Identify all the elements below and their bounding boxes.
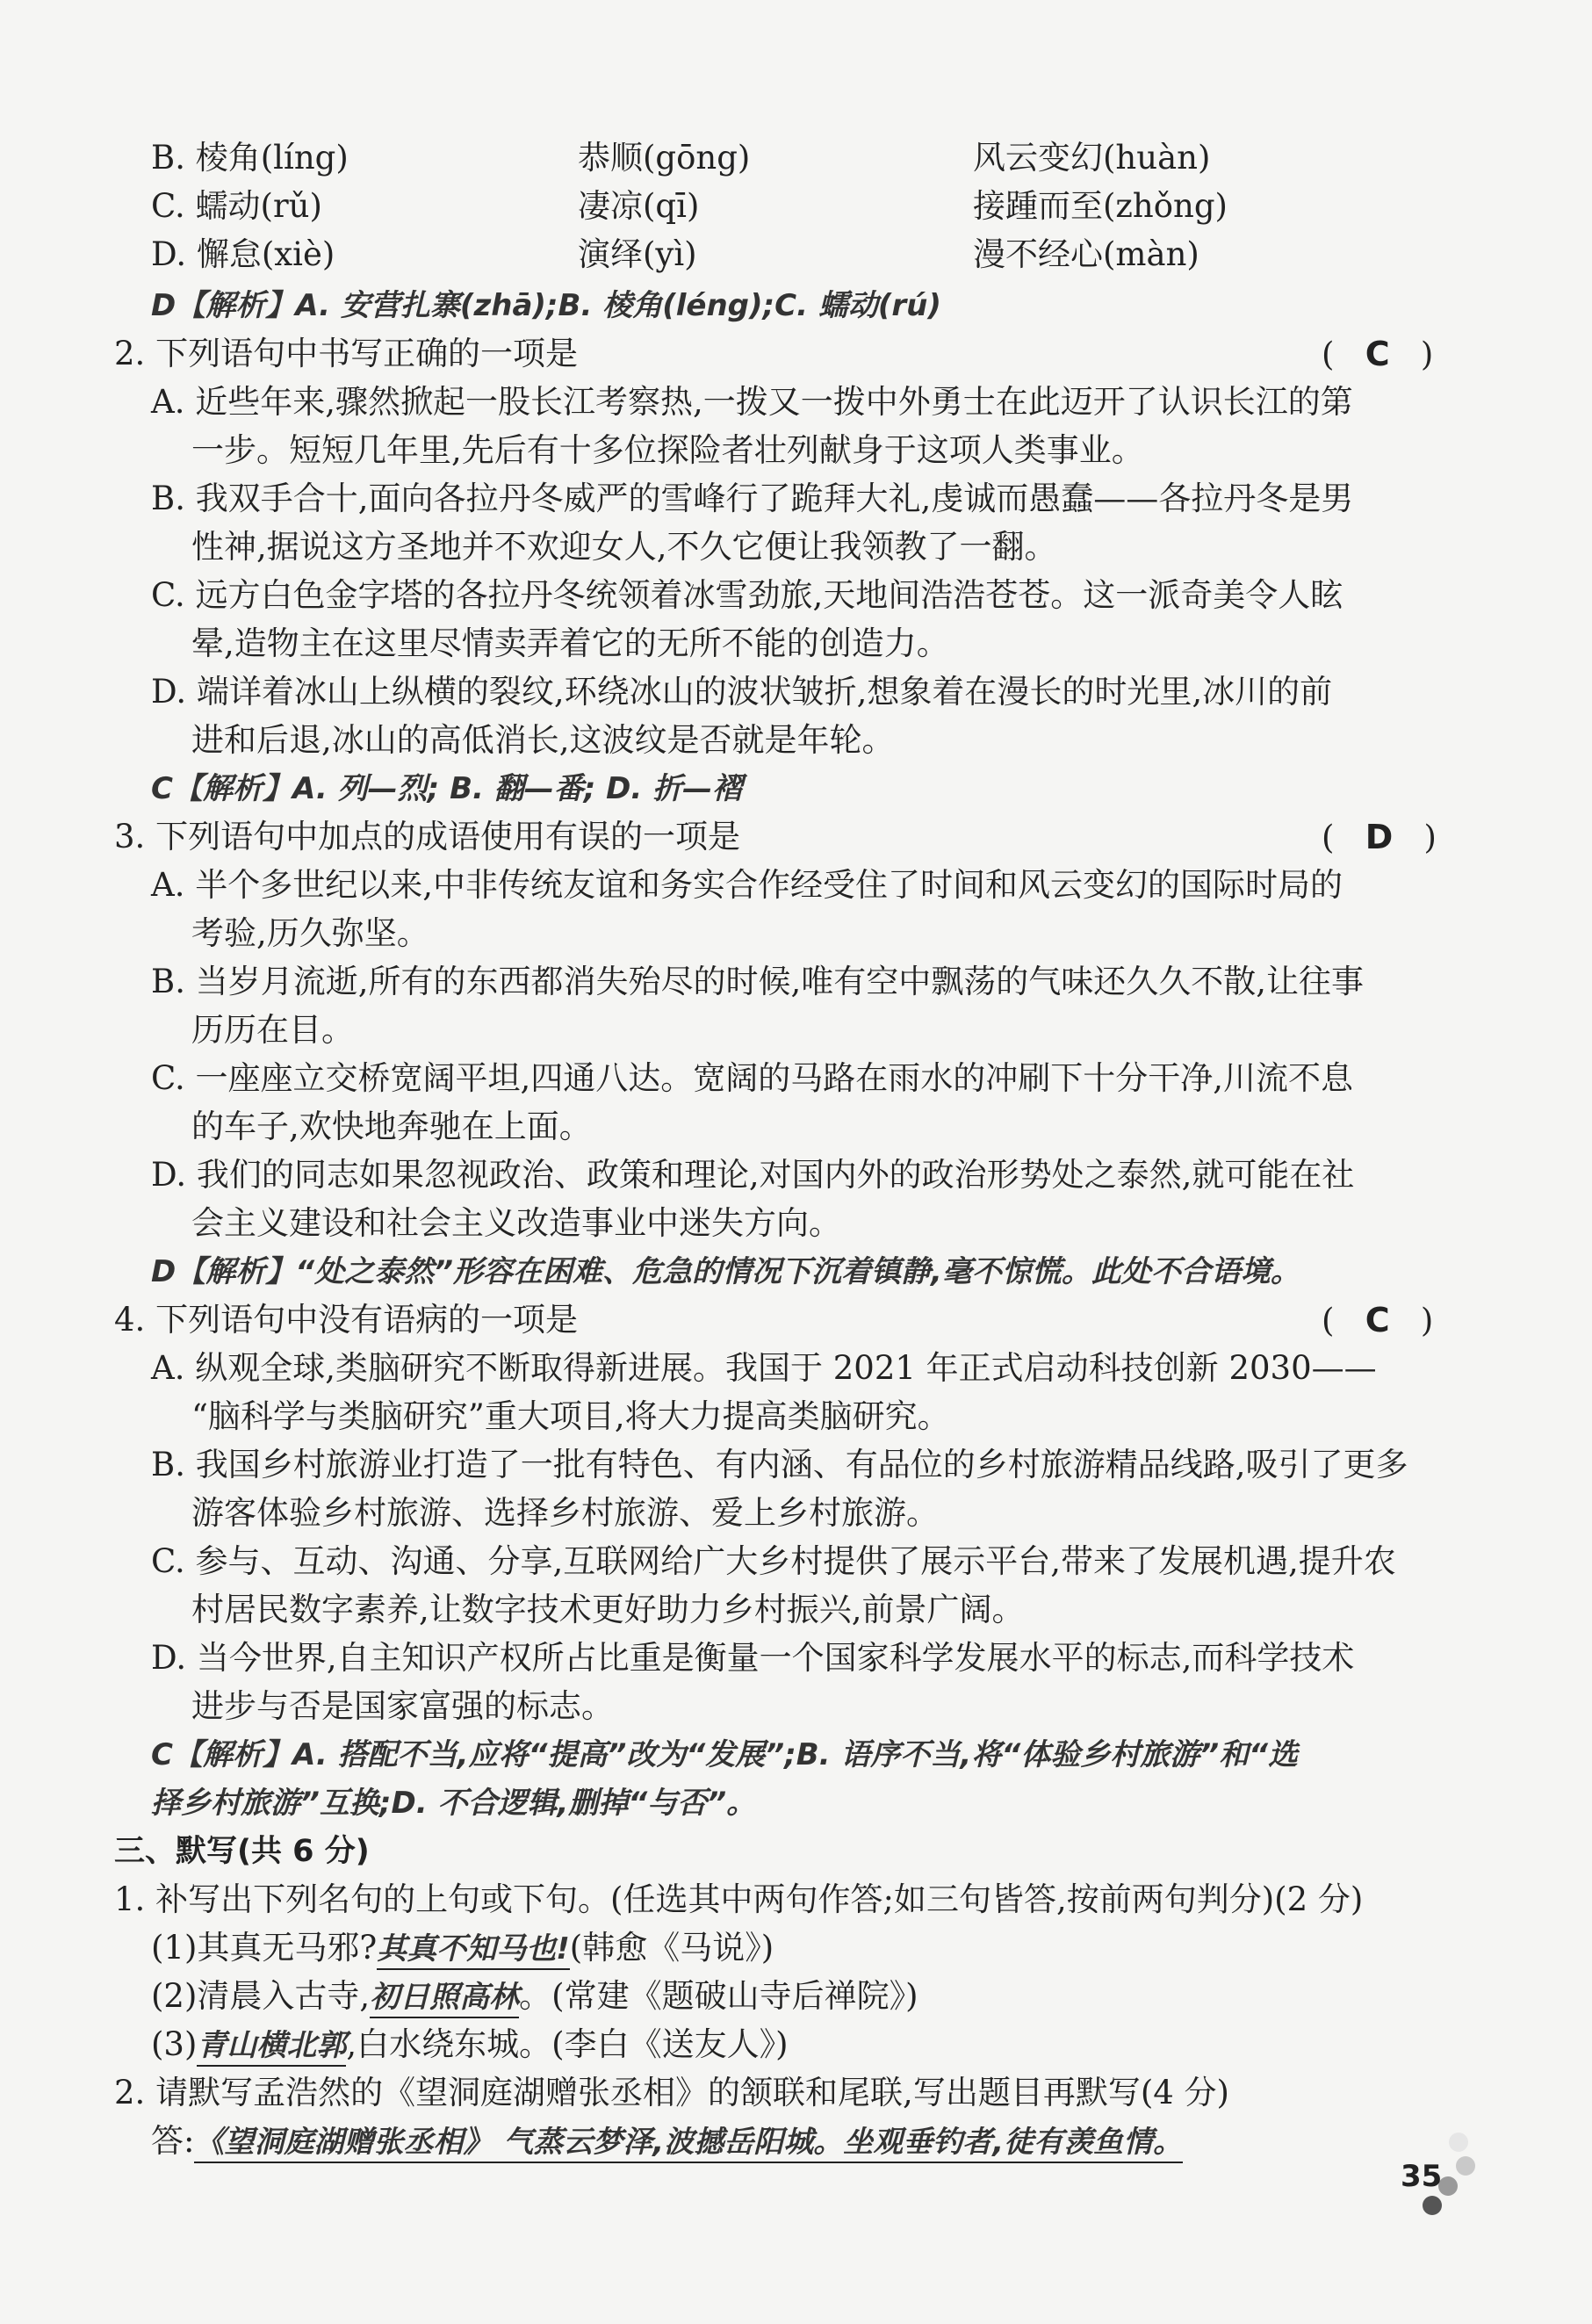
q4-analysis-line2: 择乡村旅游”互换;D. 不合逻辑,删掉“与否”。 xyxy=(151,1786,757,1821)
section3-item-2-post: 。(常建《题破山寺后禅院》) xyxy=(519,1977,918,2015)
q3-option-c-line2: 的车子,欢快地奔驰在上面。 xyxy=(191,1108,592,1145)
q1-option-c-a: C. 蠕动(rǔ) xyxy=(151,187,322,225)
q4-option-b-line1: B. 我国乡村旅游业打造了一批有特色、有内涵、有品位的乡村旅游精品线路,吸引了更多 xyxy=(151,1446,1408,1483)
q4-option-b-line2: 游客体验乡村旅游、选择乡村旅游、爱上乡村旅游。 xyxy=(191,1494,939,1532)
q4-option-a-line2: “脑科学与类脑研究”重大项目,将大力提高类脑研究。 xyxy=(191,1397,950,1435)
section3-item-3-pre: (3) xyxy=(151,2025,198,2063)
section3-title: 三、默写(共 6 分) xyxy=(114,1834,370,1869)
q2-option-a-line1: A. 近些年来,骤然掀起一股长江考察热,一拨又一拨中外勇士在此迈开了认识长江的第 xyxy=(151,383,1353,421)
q4-stem: 4. 下列语句中没有语病的一项是 xyxy=(114,1301,579,1339)
q4-option-c-line2: 村居民数字素养,让数字技术更好助力乡村振兴,前景广阔。 xyxy=(191,1591,1025,1628)
q3-option-b-line1: B. 当岁月流逝,所有的东西都消失殆尽的时候,唯有空中飘荡的气味还久久不散,让往事 xyxy=(151,963,1364,1000)
decor-hexagon-icon xyxy=(1449,2133,1468,2152)
section3-item-2-pre: (2)清晨入古寺, xyxy=(151,1977,371,2015)
section3-q2-prefix: 答: xyxy=(151,2122,195,2160)
section3-item-3-post: ,白水绕东城。(李白《送友人》) xyxy=(346,2025,789,2063)
q4-answer-paren: ( C ) xyxy=(1322,1301,1434,1339)
q3-answer-paren: ( D ) xyxy=(1322,818,1437,856)
q2-option-c-line1: C. 远方白色金字塔的各拉丹冬统领着冰雪劲旅,天地间浩浩苍苍。这一派奇美令人眩 xyxy=(151,576,1343,614)
q1-option-b-a: B. 棱角(líng) xyxy=(151,139,349,177)
q3-option-d-line2: 会主义建设和社会主义改造事业中迷失方向。 xyxy=(191,1204,841,1242)
page-number: 35 xyxy=(1401,2159,1443,2194)
section3-q1-stem: 1. 补写出下列名句的上句或下句。(任选其中两句作答;如三句皆答,按前两句判分)(2 分) xyxy=(114,1880,1364,1918)
q2-option-d-line1: D. 端详着冰山上纵横的裂纹,环绕冰山的波状皱折,想象着在漫长的时光里,冰川的前 xyxy=(151,673,1333,711)
q1-option-c-b: 凄凉(qī) xyxy=(578,187,700,225)
q3-option-a-line1: A. 半个多世纪以来,中非传统友谊和务实合作经受住了时间和风云变幻的国际时局的 xyxy=(151,866,1343,904)
section3-item-1 xyxy=(151,1926,774,1971)
section3-item-3 xyxy=(151,2023,789,2068)
section3-item-1-post: (韩愈《马说》) xyxy=(569,1929,774,1967)
q4-option-d-line1: D. 当今世界,自主知识产权所占比重是衡量一个国家科学发展水平的标志,而科学技术 xyxy=(151,1639,1355,1677)
decor-hexagon-icon xyxy=(1456,2156,1475,2176)
q3-option-c-line1: C. 一座座立交桥宽阔平坦,四通八达。宽阔的马路在雨水的冲刷下十分干净,川流不息 xyxy=(151,1059,1354,1097)
q3-stem: 3. 下列语句中加点的成语使用有误的一项是 xyxy=(114,818,741,855)
q2-option-b-line2: 性神,据说这方圣地并不欢迎女人,不久它便让我领教了一翻。 xyxy=(191,528,1057,566)
q4-answer: C xyxy=(1365,1301,1390,1339)
q1-option-d-a: D. 懈怠(xiè) xyxy=(151,235,335,273)
q4-analysis-line1: C【解析】A. 搭配不当,应将“提高”改为“发展”;B. 语序不当,将“体验乡村旅游”和“选 xyxy=(151,1737,1299,1772)
q1-option-b-b: 恭顺(gōng) xyxy=(578,139,751,177)
q3-analysis: D【解析】“处之泰然”形容在困难、危急的情况下沉着镇静,毫不惊慌。此处不合语境。 xyxy=(151,1254,1300,1289)
q3-option-d-line1: D. 我们的同志如果忽视政治、政策和理论,对国内外的政治形势处之泰然,就可能在社 xyxy=(151,1156,1355,1194)
q4-option-d-line2: 进步与否是国家富强的标志。 xyxy=(191,1687,614,1725)
q2-option-b-line1: B. 我双手合十,面向各拉丹冬威严的雪峰行了跪拜大礼,虔诚而愚蠢——各拉丹冬是男 xyxy=(151,480,1354,517)
section3-q2-stem: 2. 请默写孟浩然的《望洞庭湖赠张丞相》的颔联和尾联,写出题目再默写(4 分) xyxy=(114,2074,1229,2111)
q4-option-a-line1: A. 纵观全球,类脑研究不断取得新进展。我国于 2021 年正式启动科技创新 2030—— xyxy=(151,1349,1377,1387)
section3-item-1-answer: 其真不知马也! xyxy=(377,1931,570,1970)
section3-q2-answer: 《望洞庭湖赠张丞相》 气蒸云梦泽,波撼岳阳城。坐观垂钓者,徒有羡鱼情。 xyxy=(194,2125,1183,2163)
q2-option-c-line2: 晕,造物主在这里尽情卖弄着它的无所不能的创造力。 xyxy=(191,624,949,662)
q1-option-d-c: 漫不经心(màn) xyxy=(973,235,1199,273)
q2-option-a-line2: 一步。短短几年里,先后有十多位探险者壮列献身于这项人类事业。 xyxy=(191,431,1144,469)
q3-option-b-line2: 历历在目。 xyxy=(191,1011,354,1049)
q1-option-d-b: 演绎(yì) xyxy=(578,235,697,273)
section3-item-3-answer: 青山横北郭 xyxy=(197,2028,346,2067)
q2-stem: 2. 下列语句中书写正确的一项是 xyxy=(114,335,579,372)
q1-option-c-c: 接踵而至(zhǒng) xyxy=(973,187,1228,225)
q2-analysis: C【解析】A. 列—烈; B. 翻—番; D. 折—褶 xyxy=(151,771,743,806)
decor-hexagon-icon xyxy=(1423,2196,1442,2215)
q2-option-d-line2: 进和后退,冰山的高低消长,这波纹是否就是年轮。 xyxy=(191,721,895,759)
q1-analysis: D【解析】A. 安营扎寨(zhā);B. 棱角(léng);C. 蠕动(rú) xyxy=(151,288,941,323)
section3-item-1-pre: (1)其真无马邪? xyxy=(151,1929,378,1967)
q2-answer: C xyxy=(1365,335,1390,373)
section3-item-2-answer: 初日照高林 xyxy=(370,1980,519,2018)
q3-answer: D xyxy=(1365,818,1394,856)
q1-option-b-c: 风云变幻(huàn) xyxy=(973,139,1211,177)
section3-item-2 xyxy=(151,1974,918,2019)
q3-option-a-line2: 考验,历久弥坚。 xyxy=(191,914,429,952)
section3-q2-answer-row xyxy=(151,2119,1183,2164)
q4-option-c-line1: C. 参与、互动、沟通、分享,互联网给广大乡村提供了展示平台,带来了发展机遇,提升农 xyxy=(151,1542,1396,1580)
q2-answer-paren: ( C ) xyxy=(1322,335,1434,373)
